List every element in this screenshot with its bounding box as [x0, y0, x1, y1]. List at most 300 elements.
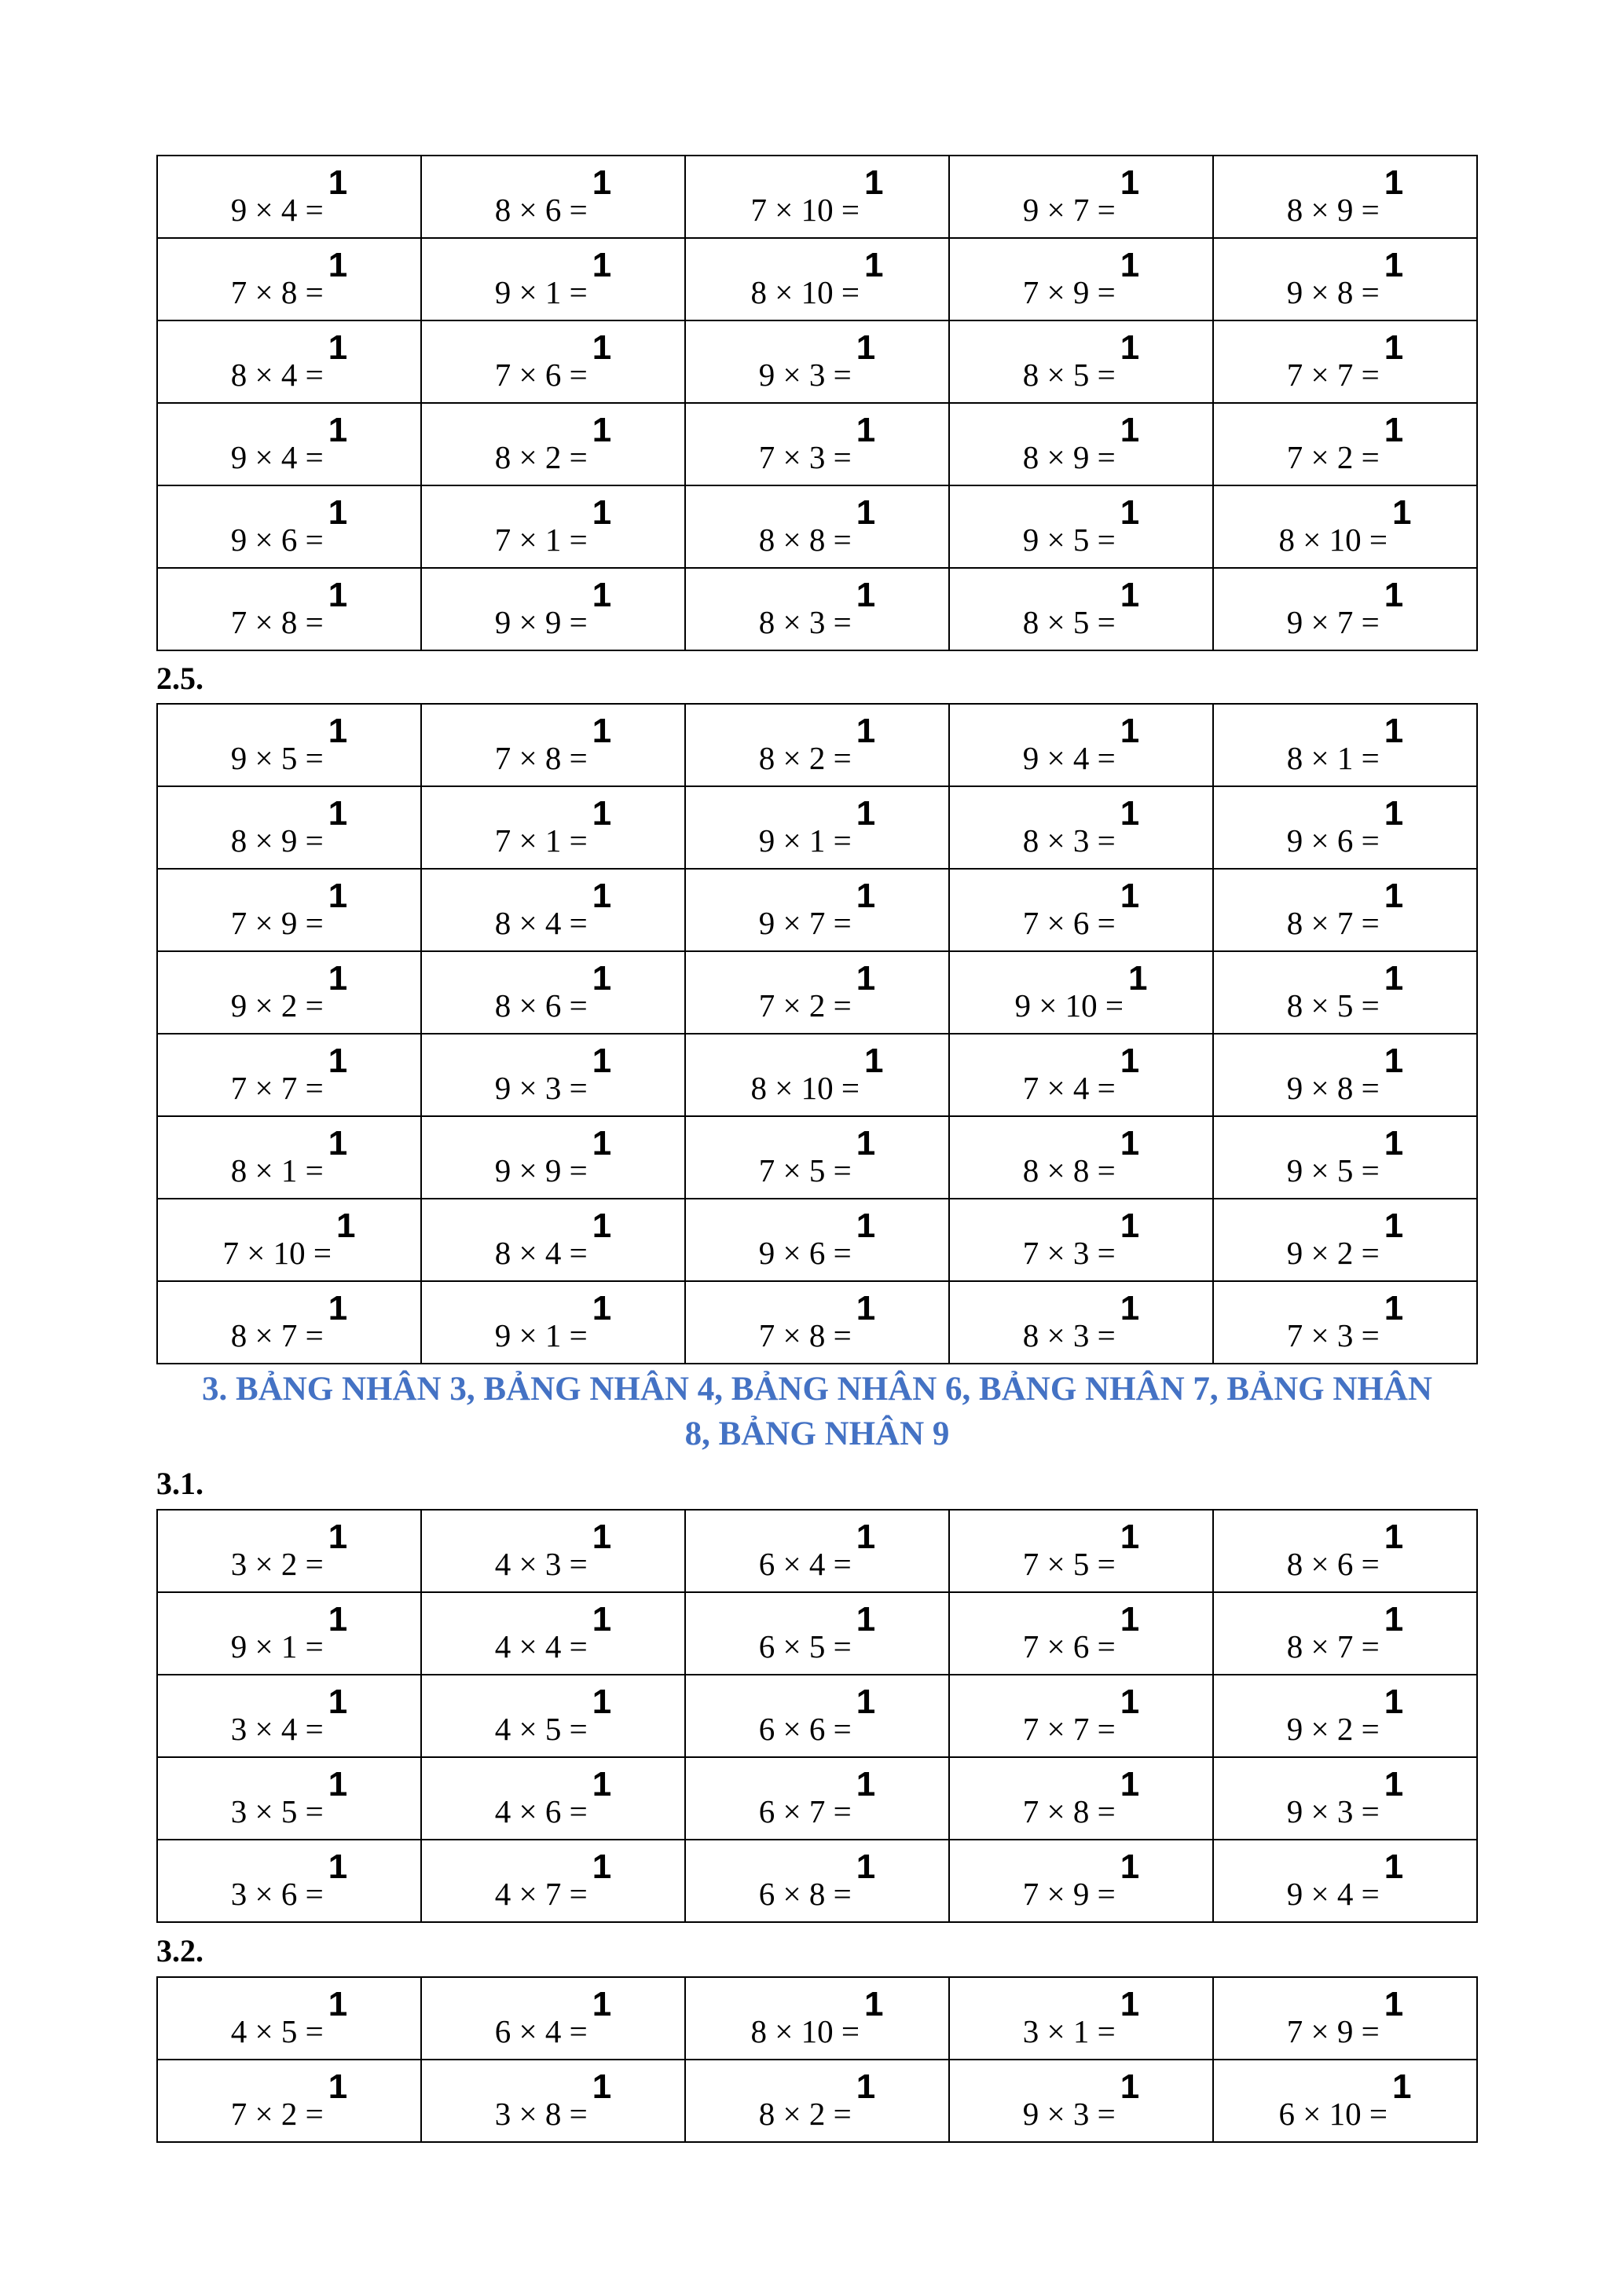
- answer-mark: 1: [1120, 712, 1140, 750]
- problem-cell: [421, 568, 685, 650]
- multiplication-table-2-5: [156, 703, 1478, 1364]
- multiplication-expression: 4 × 5 =: [230, 2013, 324, 2049]
- problem-cell: [949, 320, 1213, 403]
- multiplication-expression: 7 × 5 =: [1022, 1546, 1116, 1582]
- multiplication-expression: 8 × 7 =: [1286, 1628, 1380, 1664]
- problem-cell: [949, 568, 1213, 650]
- multiplication-expression: 8 × 8 =: [758, 522, 852, 558]
- problem-cell: [949, 1592, 1213, 1675]
- answer-mark: 1: [592, 1042, 612, 1080]
- answer-mark: 1: [1120, 1042, 1140, 1080]
- multiplication-expression: 9 × 5 =: [1022, 522, 1116, 558]
- problem-cell: [1213, 1510, 1477, 1592]
- problem-cell: [421, 1034, 685, 1116]
- multiplication-expression: 7 × 9 =: [1022, 1876, 1116, 1912]
- multiplication-expression: 7 × 9 =: [1286, 2013, 1380, 2049]
- table-row: [157, 2060, 1477, 2142]
- problem-cell: [949, 1510, 1213, 1592]
- answer-mark: 1: [592, 1985, 612, 2023]
- problem-cell: [157, 1199, 421, 1281]
- multiplication-expression: 9 × 7 =: [758, 905, 852, 941]
- answer-mark: 1: [592, 576, 612, 614]
- answer-mark: 1: [856, 1765, 876, 1803]
- multiplication-expression: 8 × 1 =: [230, 1152, 324, 1188]
- answer-mark: 1: [864, 246, 884, 284]
- problem-cell: [685, 1034, 949, 1116]
- multiplication-expression: 4 × 7 =: [494, 1876, 588, 1912]
- multiplication-expression: 9 × 6 =: [1286, 822, 1380, 859]
- problem-cell: [157, 1116, 421, 1199]
- multiplication-expression: 9 × 1 =: [758, 822, 852, 859]
- problem-cell: [157, 403, 421, 485]
- multiplication-expression: 9 × 7 =: [1286, 604, 1380, 640]
- answer-mark: 1: [328, 1289, 348, 1327]
- multiplication-expression: 8 × 10 =: [1278, 522, 1388, 558]
- multiplication-expression: 9 × 3 =: [1022, 2096, 1116, 2132]
- answer-mark: 1: [328, 576, 348, 614]
- problem-cell: [1213, 1592, 1477, 1675]
- answer-mark: 1: [328, 1600, 348, 1639]
- answer-mark: 1: [856, 576, 876, 614]
- multiplication-expression: 7 × 3 =: [1286, 1317, 1380, 1353]
- problem-cell: [421, 1510, 685, 1592]
- table-row: [157, 786, 1477, 869]
- answer-mark: 1: [1384, 1985, 1404, 2023]
- problem-cell: [685, 1977, 949, 2060]
- problem-cell: [949, 1977, 1213, 2060]
- multiplication-expression: 9 × 1 =: [230, 1628, 324, 1664]
- answer-mark: 1: [592, 1289, 612, 1327]
- problem-cell: [421, 320, 685, 403]
- answer-mark: 1: [592, 959, 612, 998]
- answer-mark: 1: [1384, 1600, 1404, 1639]
- table-row: [157, 1977, 1477, 2060]
- problem-cell: [157, 568, 421, 650]
- multiplication-expression: 8 × 2 =: [494, 439, 588, 475]
- table-row: [157, 1510, 1477, 1592]
- multiplication-expression: 3 × 8 =: [494, 2096, 588, 2132]
- table-row: [157, 869, 1477, 951]
- answer-mark: 1: [328, 877, 348, 915]
- table-row: [157, 1281, 1477, 1364]
- problem-cell: [421, 2060, 685, 2142]
- problem-cell: [685, 403, 949, 485]
- table-row: [157, 1034, 1477, 1116]
- multiplication-expression: 8 × 2 =: [758, 740, 852, 776]
- table-row: [157, 1592, 1477, 1675]
- multiplication-expression: 7 × 8 =: [230, 274, 324, 310]
- answer-mark: 1: [328, 2067, 348, 2106]
- multiplication-expression: 8 × 1 =: [1286, 740, 1380, 776]
- problem-cell: [1213, 1199, 1477, 1281]
- answer-mark: 1: [328, 1042, 348, 1080]
- problem-cell: [949, 1840, 1213, 1922]
- answer-mark: 1: [864, 163, 884, 202]
- answer-mark: 1: [592, 328, 612, 367]
- multiplication-expression: 7 × 2 =: [230, 2096, 324, 2132]
- problem-cell: [949, 1757, 1213, 1840]
- answer-mark: 1: [328, 493, 348, 532]
- multiplication-expression: 9 × 4 =: [1286, 1876, 1380, 1912]
- answer-mark: 1: [1120, 1600, 1140, 1639]
- answer-mark: 1: [856, 1289, 876, 1327]
- problem-cell: [949, 156, 1213, 238]
- problem-cell: [157, 1510, 421, 1592]
- problem-cell: [157, 2060, 421, 2142]
- problem-cell: [421, 1592, 685, 1675]
- answer-mark: 1: [1120, 493, 1140, 532]
- answer-mark: 1: [856, 1600, 876, 1639]
- multiplication-expression: 3 × 1 =: [1022, 2013, 1116, 2049]
- multiplication-expression: 9 × 6 =: [230, 522, 324, 558]
- problem-cell: [685, 1592, 949, 1675]
- multiplication-expression: 8 × 3 =: [1022, 1317, 1116, 1353]
- multiplication-expression: 7 × 9 =: [1022, 274, 1116, 310]
- answer-mark: 1: [856, 794, 876, 833]
- answer-mark: 1: [592, 1683, 612, 1721]
- multiplication-expression: 6 × 6 =: [758, 1711, 852, 1747]
- table-row: [157, 156, 1477, 238]
- problem-cell: [685, 1840, 949, 1922]
- problem-cell: [685, 485, 949, 568]
- multiplication-table-3-2: [156, 1976, 1478, 2143]
- multiplication-expression: 6 × 4 =: [758, 1546, 852, 1582]
- answer-mark: 1: [592, 1765, 612, 1803]
- multiplication-expression: 8 × 10 =: [750, 2013, 860, 2049]
- problem-cell: [685, 951, 949, 1034]
- answer-mark: 1: [1120, 246, 1140, 284]
- multiplication-expression: 7 × 6 =: [1022, 1628, 1116, 1664]
- answer-mark: 1: [592, 1600, 612, 1639]
- problem-cell: [421, 156, 685, 238]
- exercise-label-3-1: 3.1.: [156, 1466, 203, 1501]
- problem-cell: [157, 786, 421, 869]
- multiplication-expression: 4 × 3 =: [494, 1546, 588, 1582]
- answer-mark: 1: [328, 1124, 348, 1163]
- multiplication-expression: 3 × 4 =: [230, 1711, 324, 1747]
- answer-mark: 1: [328, 328, 348, 367]
- multiplication-expression: 7 × 7 =: [230, 1070, 324, 1106]
- problem-cell: [1213, 1977, 1477, 2060]
- problem-cell: [157, 1034, 421, 1116]
- problem-cell: [685, 568, 949, 650]
- multiplication-expression: 7 × 10 =: [750, 192, 860, 228]
- problem-cell: [949, 951, 1213, 1034]
- answer-mark: 1: [856, 1518, 876, 1556]
- answer-mark: 1: [1384, 1765, 1404, 1803]
- problem-cell: [949, 1281, 1213, 1364]
- problem-cell: [157, 1757, 421, 1840]
- multiplication-expression: 3 × 6 =: [230, 1876, 324, 1912]
- problem-cell: [685, 1757, 949, 1840]
- multiplication-expression: 9 × 3 =: [1286, 1793, 1380, 1829]
- answer-mark: 1: [1120, 1289, 1140, 1327]
- table-row: [157, 1757, 1477, 1840]
- table-row: [157, 704, 1477, 786]
- multiplication-expression: 9 × 2 =: [230, 987, 324, 1023]
- answer-mark: 1: [328, 959, 348, 998]
- multiplication-expression: 7 × 6 =: [494, 357, 588, 393]
- problem-cell: [949, 1034, 1213, 1116]
- problem-cell: [949, 485, 1213, 568]
- answer-mark: 1: [592, 1847, 612, 1886]
- answer-mark: 1: [592, 1124, 612, 1163]
- answer-mark: 1: [856, 1207, 876, 1245]
- answer-mark: 1: [328, 1765, 348, 1803]
- problem-cell: [949, 1116, 1213, 1199]
- multiplication-expression: 7 × 8 =: [1022, 1793, 1116, 1829]
- table-row: [157, 403, 1477, 485]
- table-row: [157, 951, 1477, 1034]
- problem-cell: [157, 1840, 421, 1922]
- multiplication-expression: 4 × 6 =: [494, 1793, 588, 1829]
- answer-mark: 1: [864, 1042, 884, 1080]
- multiplication-expression: 9 × 3 =: [494, 1070, 588, 1106]
- multiplication-expression: 6 × 4 =: [494, 2013, 588, 2049]
- problem-cell: [157, 156, 421, 238]
- multiplication-expression: 7 × 8 =: [758, 1317, 852, 1353]
- problem-cell: [1213, 1675, 1477, 1757]
- multiplication-expression: 8 × 3 =: [1022, 822, 1116, 859]
- answer-mark: 1: [1384, 1207, 1404, 1245]
- table-row: [157, 1840, 1477, 1922]
- table-row: [157, 238, 1477, 320]
- multiplication-table-3-1: [156, 1509, 1478, 1923]
- multiplication-expression: 8 × 6 =: [494, 987, 588, 1023]
- problem-cell: [1213, 485, 1477, 568]
- answer-mark: 1: [1384, 246, 1404, 284]
- answer-mark: 1: [1384, 1683, 1404, 1721]
- multiplication-expression: 8 × 4 =: [494, 905, 588, 941]
- answer-mark: 1: [1384, 1289, 1404, 1327]
- problem-cell: [1213, 238, 1477, 320]
- multiplication-expression: 7 × 8 =: [494, 740, 588, 776]
- multiplication-expression: 8 × 7 =: [230, 1317, 324, 1353]
- answer-mark: 1: [1120, 1683, 1140, 1721]
- answer-mark: 1: [856, 959, 876, 998]
- answer-mark: 1: [856, 877, 876, 915]
- problem-cell: [1213, 320, 1477, 403]
- answer-mark: 1: [1384, 959, 1404, 998]
- answer-mark: 1: [856, 1683, 876, 1721]
- answer-mark: 1: [1120, 1207, 1140, 1245]
- multiplication-expression: 7 × 10 =: [222, 1235, 332, 1271]
- answer-mark: 1: [1128, 959, 1148, 998]
- answer-mark: 1: [856, 493, 876, 532]
- multiplication-expression: 7 × 7 =: [1022, 1711, 1116, 1747]
- table-row: [157, 1675, 1477, 1757]
- answer-mark: 1: [856, 411, 876, 449]
- multiplication-expression: 7 × 2 =: [758, 987, 852, 1023]
- answer-mark: 1: [1120, 411, 1140, 449]
- problem-cell: [157, 869, 421, 951]
- problem-cell: [157, 1977, 421, 2060]
- multiplication-expression: 4 × 5 =: [494, 1711, 588, 1747]
- multiplication-expression: 8 × 5 =: [1286, 987, 1380, 1023]
- multiplication-expression: 9 × 7 =: [1022, 192, 1116, 228]
- answer-mark: 1: [1384, 1042, 1404, 1080]
- answer-mark: 1: [592, 411, 612, 449]
- multiplication-expression: 8 × 6 =: [494, 192, 588, 228]
- problem-cell: [157, 238, 421, 320]
- multiplication-expression: 8 × 2 =: [758, 2096, 852, 2132]
- multiplication-expression: 8 × 4 =: [494, 1235, 588, 1271]
- multiplication-expression: 7 × 3 =: [758, 439, 852, 475]
- multiplication-expression: 8 × 9 =: [230, 822, 324, 859]
- multiplication-expression: 8 × 10 =: [750, 274, 860, 310]
- problem-cell: [421, 1675, 685, 1757]
- multiplication-expression: 7 × 8 =: [230, 604, 324, 640]
- multiplication-expression: 9 × 2 =: [1286, 1711, 1380, 1747]
- problem-cell: [685, 1281, 949, 1364]
- multiplication-expression: 8 × 9 =: [1022, 439, 1116, 475]
- answer-mark: 1: [328, 712, 348, 750]
- answer-mark: 1: [1384, 411, 1404, 449]
- problem-cell: [157, 1592, 421, 1675]
- problem-cell: [685, 704, 949, 786]
- answer-mark: 1: [1120, 163, 1140, 202]
- multiplication-expression: 3 × 5 =: [230, 1793, 324, 1829]
- answer-mark: 1: [1384, 1518, 1404, 1556]
- problem-cell: [949, 869, 1213, 951]
- answer-mark: 1: [1120, 794, 1140, 833]
- answer-mark: 1: [1120, 1124, 1140, 1163]
- answer-mark: 1: [1120, 1847, 1140, 1886]
- answer-mark: 1: [592, 712, 612, 750]
- problem-cell: [949, 2060, 1213, 2142]
- multiplication-expression: 7 × 1 =: [494, 822, 588, 859]
- answer-mark: 1: [592, 246, 612, 284]
- answer-mark: 1: [592, 493, 612, 532]
- problem-cell: [421, 1757, 685, 1840]
- multiplication-expression: 9 × 9 =: [494, 1152, 588, 1188]
- multiplication-expression: 4 × 4 =: [494, 1628, 588, 1664]
- problem-cell: [1213, 704, 1477, 786]
- problem-cell: [949, 403, 1213, 485]
- multiplication-expression: 7 × 1 =: [494, 522, 588, 558]
- answer-mark: 1: [592, 163, 612, 202]
- problem-cell: [949, 704, 1213, 786]
- table-row: [157, 320, 1477, 403]
- answer-mark: 1: [328, 1847, 348, 1886]
- multiplication-expression: 9 × 5 =: [230, 740, 324, 776]
- multiplication-expression: 8 × 3 =: [758, 604, 852, 640]
- multiplication-expression: 9 × 2 =: [1286, 1235, 1380, 1271]
- multiplication-expression: 7 × 7 =: [1286, 357, 1380, 393]
- multiplication-expression: 8 × 10 =: [750, 1070, 860, 1106]
- table-row: [157, 1199, 1477, 1281]
- problem-cell: [1213, 1034, 1477, 1116]
- problem-cell: [1213, 1840, 1477, 1922]
- problem-cell: [157, 1281, 421, 1364]
- problem-cell: [157, 704, 421, 786]
- multiplication-expression: 8 × 6 =: [1286, 1546, 1380, 1582]
- multiplication-expression: 6 × 8 =: [758, 1876, 852, 1912]
- multiplication-expression: 3 × 2 =: [230, 1546, 324, 1582]
- answer-mark: 1: [1384, 877, 1404, 915]
- problem-cell: [685, 1116, 949, 1199]
- multiplication-expression: 9 × 6 =: [758, 1235, 852, 1271]
- multiplication-expression: 8 × 5 =: [1022, 604, 1116, 640]
- table-row: [157, 1116, 1477, 1199]
- multiplication-expression: 7 × 6 =: [1022, 905, 1116, 941]
- problem-cell: [949, 1675, 1213, 1757]
- problem-cell: [1213, 1116, 1477, 1199]
- problem-cell: [157, 320, 421, 403]
- answer-mark: 1: [856, 328, 876, 367]
- table-row: [157, 485, 1477, 568]
- multiplication-expression: 8 × 9 =: [1286, 192, 1380, 228]
- problem-cell: [685, 1199, 949, 1281]
- answer-mark: 1: [856, 2067, 876, 2106]
- problem-cell: [685, 320, 949, 403]
- multiplication-table-continued: [156, 155, 1478, 651]
- answer-mark: 1: [1384, 712, 1404, 750]
- problem-cell: [421, 1281, 685, 1364]
- multiplication-expression: 8 × 8 =: [1022, 1152, 1116, 1188]
- multiplication-expression: 9 × 1 =: [494, 1317, 588, 1353]
- answer-mark: 1: [1384, 794, 1404, 833]
- problem-cell: [421, 786, 685, 869]
- answer-mark: 1: [1392, 493, 1412, 532]
- answer-mark: 1: [1120, 1985, 1140, 2023]
- section-heading-line-1: 3. BẢNG NHÂN 3, BẢNG NHÂN 4, BẢNG NHÂN 6, BẢNG NHÂN 7, BẢNG NHÂN: [202, 1371, 1432, 1408]
- problem-cell: [1213, 1281, 1477, 1364]
- problem-cell: [949, 786, 1213, 869]
- answer-mark: 1: [1384, 576, 1404, 614]
- multiplication-expression: 6 × 7 =: [758, 1793, 852, 1829]
- multiplication-expression: 9 × 8 =: [1286, 1070, 1380, 1106]
- problem-cell: [421, 1199, 685, 1281]
- answer-mark: 1: [1392, 2067, 1412, 2106]
- answer-mark: 1: [864, 1985, 884, 2023]
- answer-mark: 1: [592, 2067, 612, 2106]
- problem-cell: [421, 403, 685, 485]
- multiplication-expression: 7 × 9 =: [230, 905, 324, 941]
- problem-cell: [421, 238, 685, 320]
- answer-mark: 1: [592, 1207, 612, 1245]
- problem-cell: [421, 1840, 685, 1922]
- problem-cell: [949, 238, 1213, 320]
- multiplication-expression: 7 × 2 =: [1286, 439, 1380, 475]
- multiplication-expression: 9 × 1 =: [494, 274, 588, 310]
- section-heading-line-2: 8, BẢNG NHÂN 9: [684, 1415, 950, 1452]
- table-row: [157, 568, 1477, 650]
- exercise-label-2-5: 2.5.: [156, 661, 203, 696]
- problem-cell: [685, 156, 949, 238]
- multiplication-expression: 9 × 4 =: [230, 439, 324, 475]
- multiplication-expression: 6 × 10 =: [1278, 2096, 1388, 2132]
- answer-mark: 1: [1384, 1124, 1404, 1163]
- answer-mark: 1: [856, 1124, 876, 1163]
- problem-cell: [157, 951, 421, 1034]
- answer-mark: 1: [1384, 328, 1404, 367]
- problem-cell: [157, 485, 421, 568]
- answer-mark: 1: [328, 794, 348, 833]
- multiplication-expression: 9 × 5 =: [1286, 1152, 1380, 1188]
- problem-cell: [1213, 869, 1477, 951]
- answer-mark: 1: [856, 712, 876, 750]
- multiplication-expression: 9 × 8 =: [1286, 274, 1380, 310]
- multiplication-expression: 9 × 3 =: [758, 357, 852, 393]
- answer-mark: 1: [328, 1985, 348, 2023]
- multiplication-expression: 8 × 4 =: [230, 357, 324, 393]
- multiplication-expression: 7 × 3 =: [1022, 1235, 1116, 1271]
- problem-cell: [421, 1116, 685, 1199]
- problem-cell: [421, 704, 685, 786]
- multiplication-expression: 8 × 7 =: [1286, 905, 1380, 941]
- problem-cell: [421, 869, 685, 951]
